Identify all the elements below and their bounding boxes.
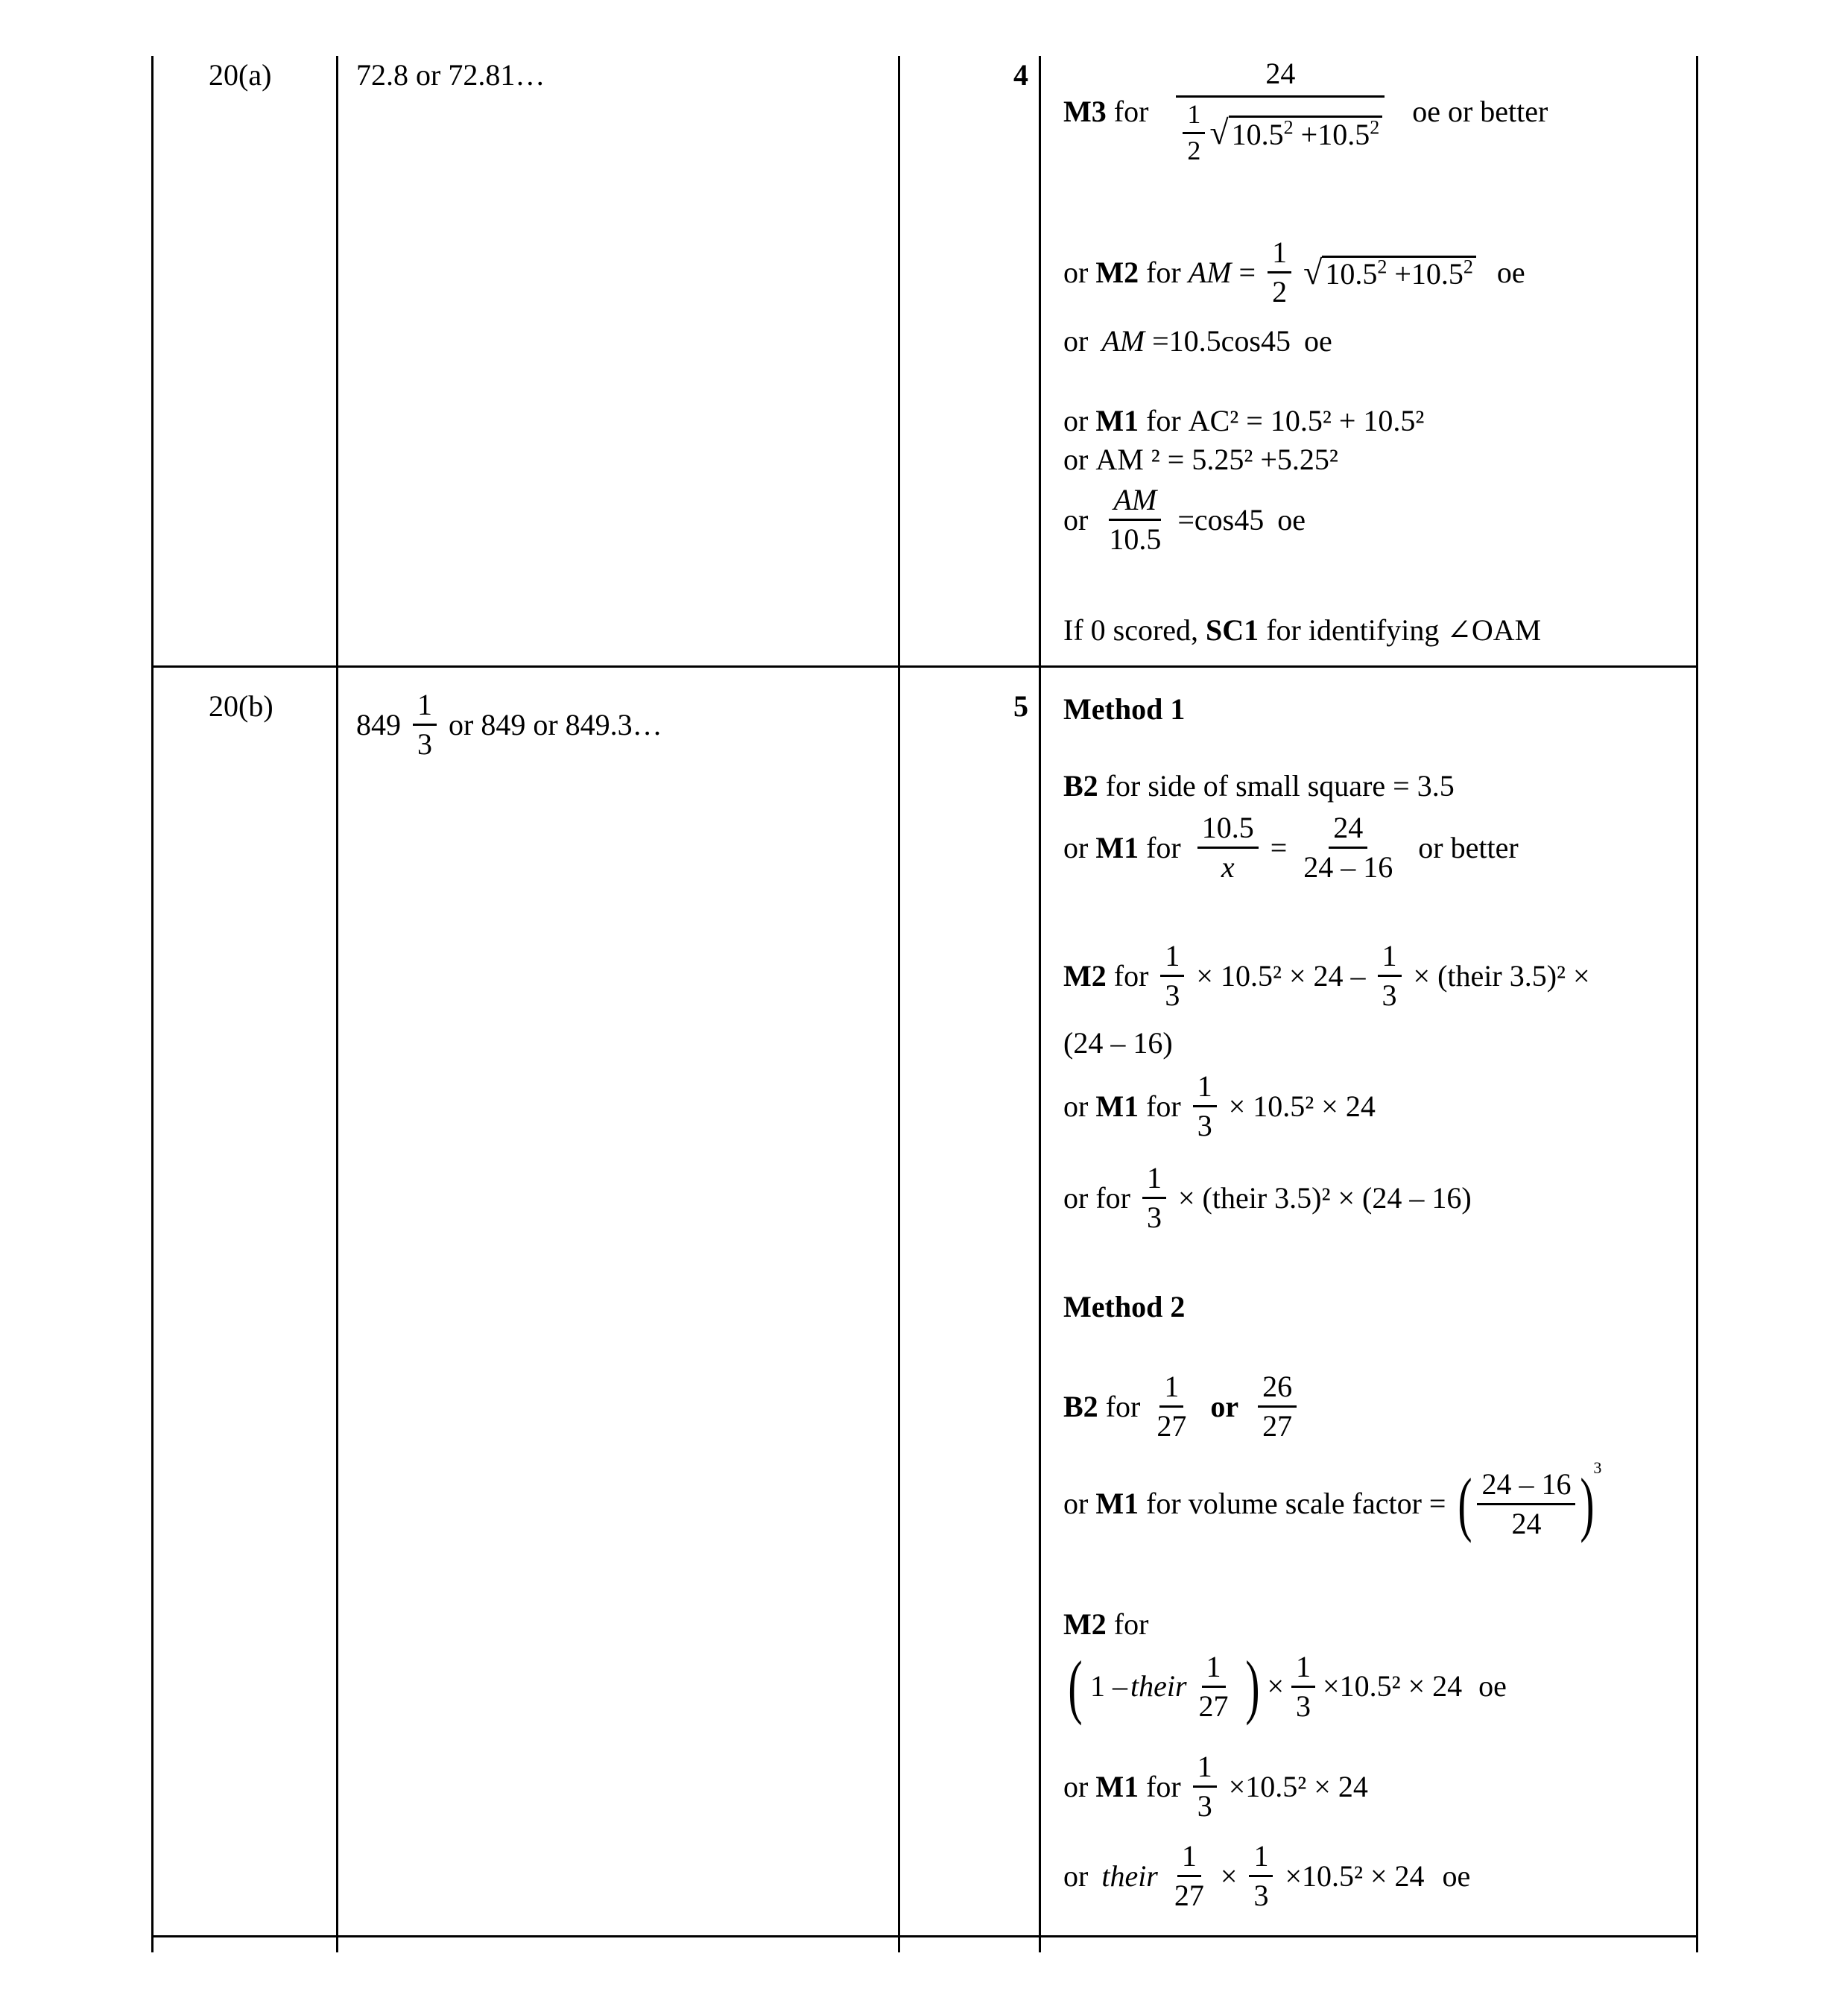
mark-code: M2 <box>1063 1607 1107 1641</box>
fraction: $\frac{24 - 16}{24}$ <box>1477 1469 1575 1540</box>
row-separator <box>151 665 1698 668</box>
column-divider-answer <box>336 56 338 1952</box>
marks-value: 5 <box>1013 689 1028 723</box>
math-variable: AM <box>1101 324 1145 358</box>
mark-code: M1 <box>1095 1769 1139 1803</box>
square-root: √ $10.5^2 +10.5^2$ <box>1303 256 1476 290</box>
marks-value: 4 <box>1013 58 1028 92</box>
method-2-title: Method 2 <box>1063 1290 1186 1323</box>
mark-code: SC1 <box>1206 613 1259 647</box>
guidance-text: oe <box>1496 255 1525 289</box>
half-fraction: $\frac{1}{2}$ <box>1268 237 1291 308</box>
guidance-m1-b: or for $\frac{1}{3}$ × (their 3.5)² × (24 – 16) <box>1063 1161 1472 1234</box>
guidance-m2-method2-label: M2 for <box>1063 1607 1149 1641</box>
guidance-m2b: or AM =10.5cos45 oe <box>1063 324 1332 358</box>
guidance-m2-continuation: (24 – 16) <box>1063 1026 1173 1060</box>
table-bottom-border <box>151 1935 1698 1937</box>
answer-value: 849 $\frac{1}{3}$ or 849 or 849.3… <box>356 688 662 761</box>
guidance-their-method2: or their $\frac{1}{27}$ × $\frac{1}{3}$ ×10.5² × 24 oe <box>1063 1839 1471 1912</box>
guidance-m3 <box>1063 58 1548 165</box>
column-divider-guidance <box>1039 56 1041 1952</box>
fraction <box>1174 58 1387 165</box>
answer-value: 72.8 or 72.81… <box>356 58 545 92</box>
method-1-title: Method 1 <box>1063 692 1186 726</box>
fraction: $\frac{26}{27}$ <box>1258 1371 1297 1442</box>
fraction: $\frac{1}{3}$ <box>1193 1071 1217 1142</box>
fraction: $\frac{1}{3}$ <box>1378 940 1402 1011</box>
guidance-m1b: or AM ² = 5.25² +5.25² <box>1063 443 1338 476</box>
equation: AM ² = 5.25² +5.25² <box>1095 443 1338 476</box>
fraction: $\frac{AM}{10.5}$ <box>1109 483 1162 556</box>
guidance-m1a: or M1 for AC² = 10.5² + 10.5² <box>1063 404 1425 437</box>
mark-code: M3 <box>1063 94 1107 128</box>
guidance-m1-a: or M1 for $\frac{1}{3}$ × 10.5² × 24 <box>1063 1069 1376 1142</box>
question-part-label: 20(a) <box>209 58 272 92</box>
mark-code: M1 <box>1095 1089 1139 1123</box>
guidance-text: for <box>1113 94 1149 128</box>
fraction: $\frac{1}{27}$ <box>1156 1370 1187 1443</box>
fraction: $\frac{1}{3}$ <box>1291 1651 1315 1722</box>
guidance-b2-method2: B2 for $\frac{1}{27}$ or $\frac{26}{27}$ <box>1063 1371 1301 1442</box>
mark-code: B2 <box>1063 769 1098 803</box>
fraction: $\frac{1}{3}$ <box>1160 940 1184 1011</box>
guidance-text: for <box>1146 255 1181 289</box>
question-part-label: 20(b) <box>209 689 273 723</box>
fraction-numerator: 24 <box>1176 58 1385 98</box>
guidance-m1c: or $\frac{AM}{10.5}$ =cos45 oe <box>1063 483 1306 556</box>
mark-code: M1 <box>1095 1487 1139 1520</box>
mark-code: B2 <box>1063 1389 1098 1423</box>
guidance-m1-ratio: or M1 for $\frac{10.5}{x}$ = $\frac{24}{24 - 16}$ or better <box>1063 811 1519 884</box>
guidance-m1-method2: or M1 for $\frac{1}{3}$ ×10.5² × 24 <box>1063 1750 1368 1823</box>
guidance-text: or <box>1063 255 1089 289</box>
guidance-m1-volume-scale-factor: or M1 for volume scale factor = ( $\frac{24 - 16}{24}$ ) 3 <box>1063 1458 1602 1543</box>
mark-code: M2 <box>1095 255 1139 289</box>
fraction: $\frac{1}{27}$ <box>1198 1649 1229 1723</box>
mark-code: M1 <box>1095 404 1139 437</box>
guidance-text: oe or better <box>1412 94 1548 128</box>
table-right-border <box>1696 56 1698 1952</box>
fraction: $\frac{1}{27}$ <box>1174 1839 1204 1912</box>
column-divider-marks <box>898 56 900 1952</box>
fraction: $\frac{1}{3}$ <box>1142 1162 1166 1233</box>
fraction: $\frac{24}{24 - 16}$ <box>1303 811 1393 884</box>
math-variable: AM <box>1188 255 1232 289</box>
mark-code: M2 <box>1063 958 1107 993</box>
half-fraction: $\frac{1}{2}$ <box>1183 101 1205 165</box>
table-left-border <box>151 56 154 1952</box>
fraction-denominator <box>1174 98 1387 165</box>
square-root: √ $10.5^2 +10.5^2$ <box>1209 116 1382 151</box>
guidance-m2-method1: M2 for $\frac{1}{3}$ × 10.5² × 24 – $\frac{1}{3}$ × (their 3.5)² × <box>1063 939 1590 1012</box>
answer-fraction: $\frac{1}{3}$ <box>413 689 437 760</box>
mark-code: M1 <box>1095 830 1139 864</box>
fraction: $\frac{1}{3}$ <box>1193 1751 1217 1822</box>
guidance-sc1: If 0 scored, SC1 for identifying ∠OAM <box>1063 613 1542 647</box>
guidance-b2: B2 for side of small square = 3.5 <box>1063 769 1455 803</box>
guidance-m2a: or M2 for AM = $\frac{1}{2}$ √ $10.5^2 +10.5^2$ oe <box>1063 235 1525 309</box>
fraction: $\frac{10.5}{x}$ <box>1197 812 1259 883</box>
guidance-m2-method2-expression: ( 1 – their $\frac{1}{27}$ ) × $\frac{1}{3}$ ×10.5² × 24 oe <box>1068 1646 1507 1726</box>
equation: AC² = 10.5² + 10.5² <box>1188 404 1425 437</box>
fraction: $\frac{1}{3}$ <box>1249 1841 1273 1911</box>
